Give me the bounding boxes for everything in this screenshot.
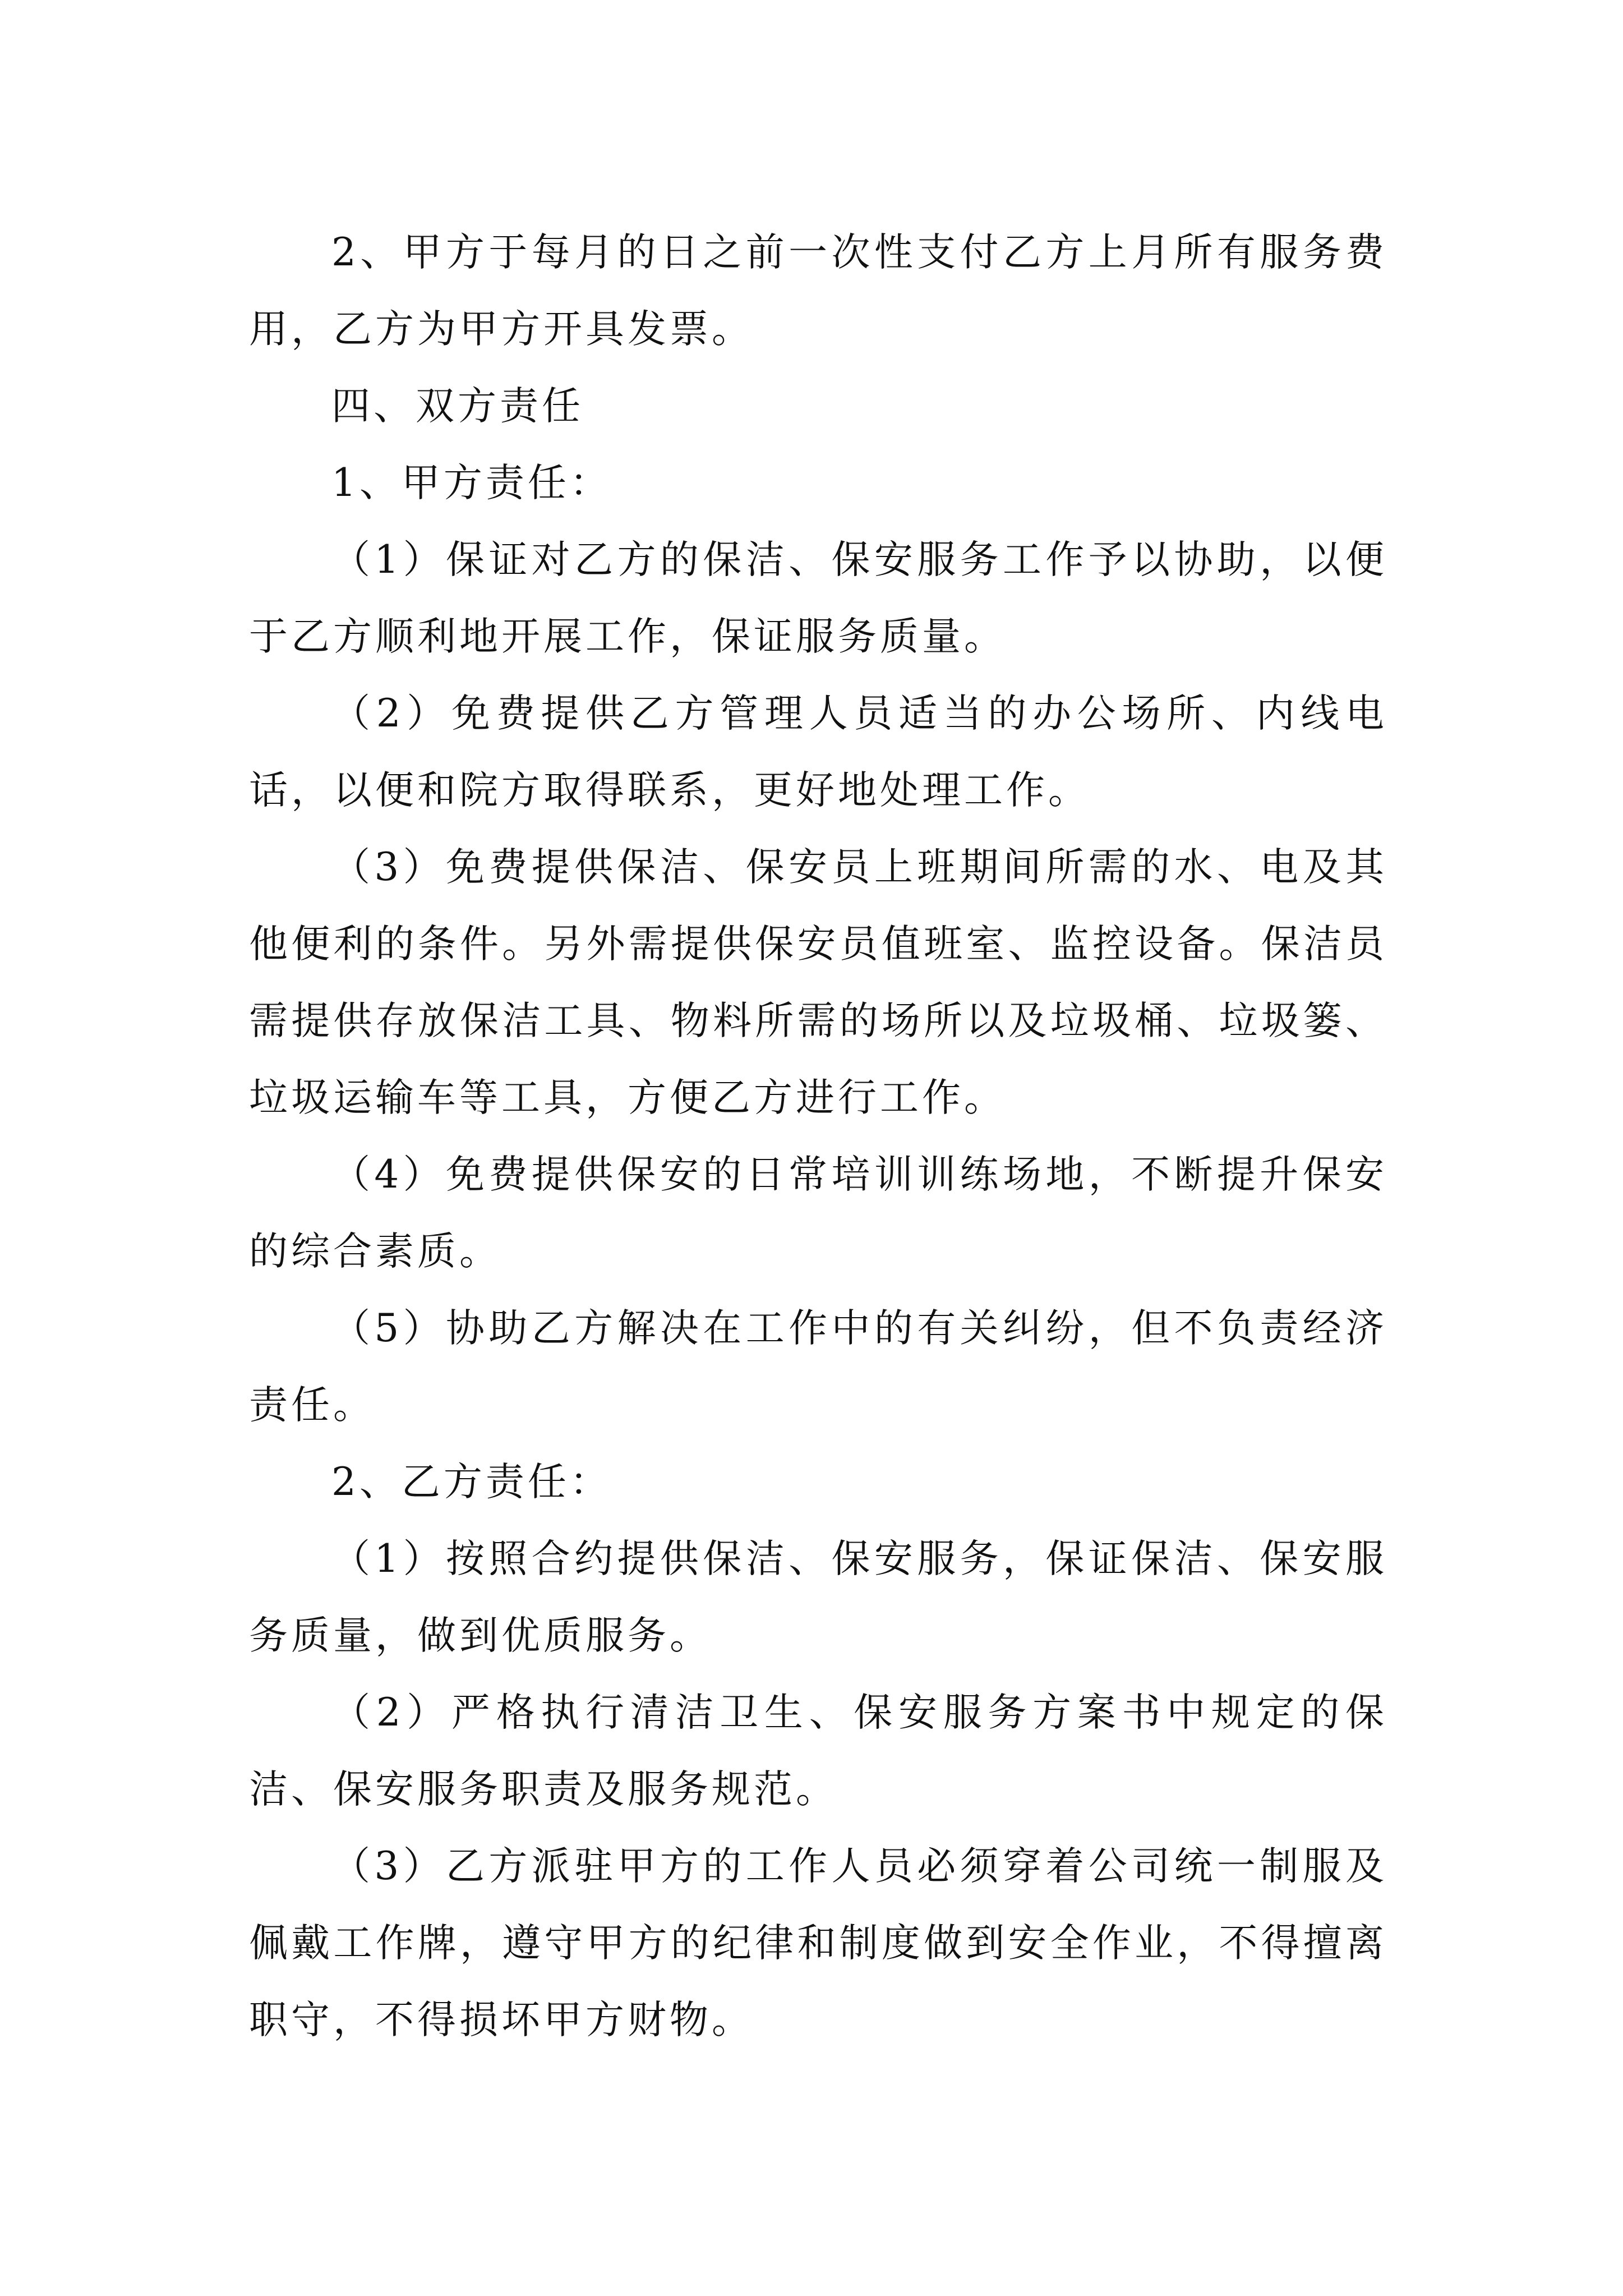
paragraph-party-a-item-2: （2）免费提供乙方管理人员适当的办公场所、内线电话，以便和院方取得联系，更好地处理工作。: [249, 691, 1387, 813]
paragraph-party-b-item-2: （2）严格执行清洁卫生、保安服务方案书中规定的保洁、保安服务职责及服务规范。: [249, 1690, 1387, 1812]
document-body: [249, 214, 1387, 2059]
subheading-party-a: 1、甲方责任：: [331, 461, 612, 505]
paragraph-party-a-item-1: （1）保证对乙方的保洁、保安服务工作予以协助，以便于乙方顺利地开展工作，保证服务质量。: [249, 537, 1387, 659]
paragraph-party-a-item-3: （3）免费提供保洁、保安员上班期间所需的水、电及其他便利的条件。另外需提供保安员值班室、监控设备。保洁员需提供存放保洁工具、物料所需的场所以及垃圾桶、垃圾篓、垃圾运输车等工具，方便乙方进行工作。: [249, 845, 1387, 1120]
paragraph-payment-terms: 2、甲方于每月的日之前一次性支付乙方上月所有服务费用，乙方为甲方开具发票。: [249, 230, 1387, 352]
section-heading-responsibilities: 四、双方责任: [331, 384, 584, 429]
paragraph-party-a-item-5: （5）协助乙方解决在工作中的有关纠纷，但不负责经济责任。: [249, 1306, 1387, 1428]
paragraph-party-b-item-3: （3）乙方派驻甲方的工作人员必须穿着公司统一制服及佩戴工作牌，遵守甲方的纪律和制度做到安全作业，不得擅离职守，不得损坏甲方财物。: [249, 1844, 1387, 2042]
subheading-party-b: 2、乙方责任：: [331, 1460, 612, 1504]
paragraph-party-b-item-1: （1）按照合约提供保洁、保安服务，保证保洁、保安服务质量，做到优质服务。: [249, 1536, 1387, 1658]
paragraph-party-a-item-4: （4）免费提供保安的日常培训训练场地，不断提升保安的综合素质。: [249, 1152, 1387, 1274]
